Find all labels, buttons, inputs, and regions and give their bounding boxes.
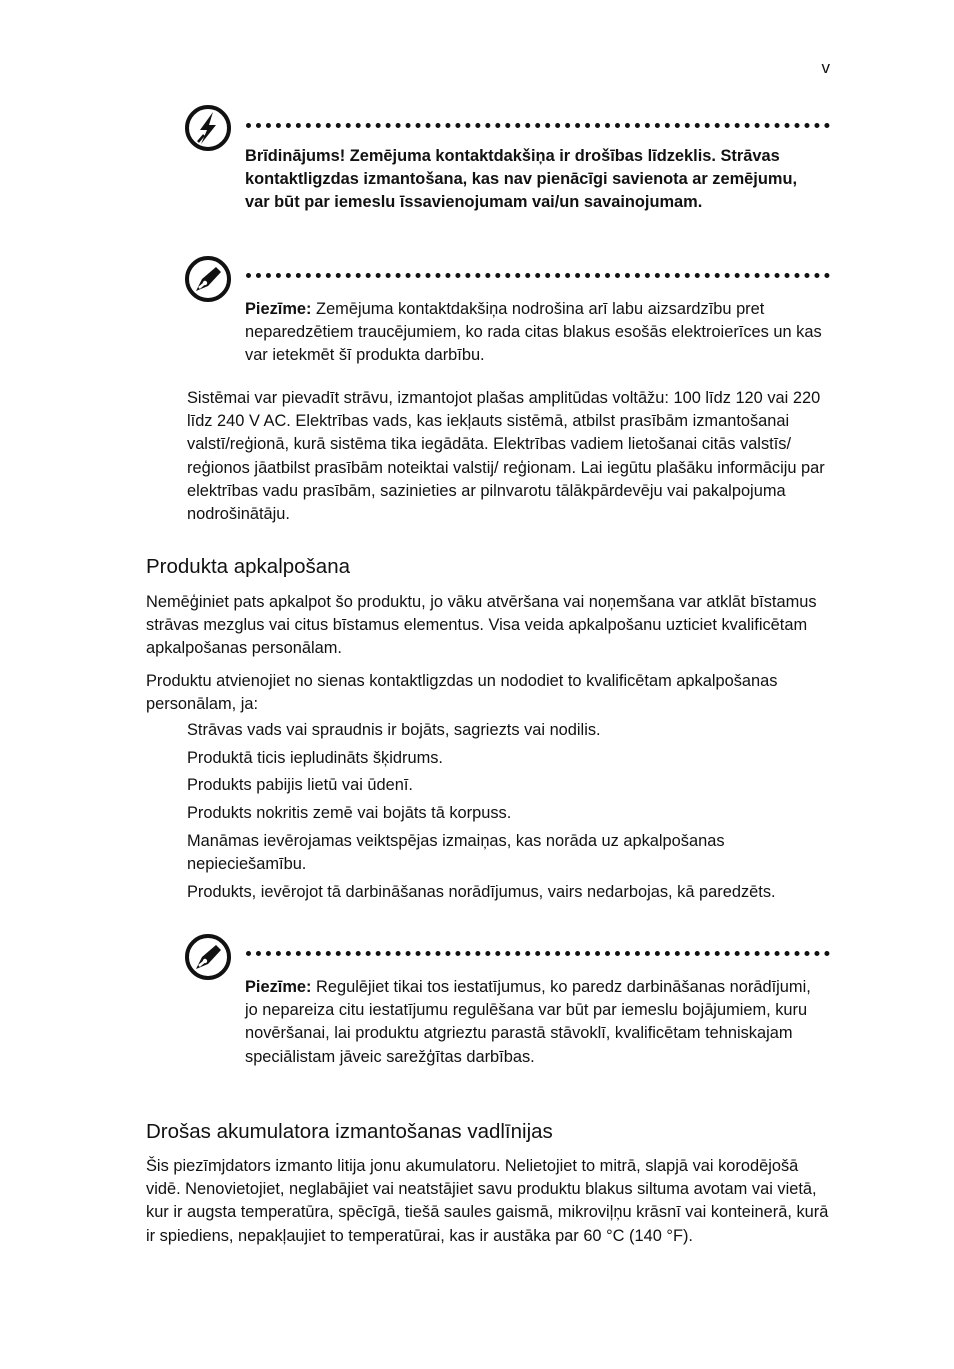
list-item: Produktā ticis iepludināts šķidrums. xyxy=(187,748,443,767)
section-heading-service: Produkta apkalpošana xyxy=(146,555,351,578)
battery-paragraph: Šis piezīmjdators izmanto litija jonu akumulatoru. Nelietojiet to mitrā, slapjā vai korodējošā vidē. Nenovietojiet, neglabājiet vai neatstājiet savu produktu blakus siltuma avotam vai vietā, kur ir augsta temperatūra, spēcīgā, tiešā saules gaismā, mikroviļņu krāsnī vai konteinerā, kurā ir spiediens, nepakļaujiet to temperatūrai, kas ir austāka par 60 °C (140 °F). xyxy=(146,1157,829,1245)
lightning-warning-icon xyxy=(184,104,232,152)
note-label: Piezīme: xyxy=(245,300,312,318)
divider-dotted xyxy=(246,123,830,128)
list-item: Produkts, ievērojot tā darbināšanas norādījumus, vairs nedarbojas, kā paredzēts. xyxy=(187,882,776,901)
warning-text: Brīdinājums! Zemējuma kontaktdakšiņa ir drošības līdzeklis. Strāvas kontaktligzdas izmantošana, kas nav pienācīgi savienota ar zemējumu, var būt par iemeslu īssavienojumam vai/un savainojumam. xyxy=(245,147,798,212)
list-item: Manāmas ievērojamas veiktspējas izmaiņas, kas norāda uz apkalpošanas nepieciešamību. xyxy=(187,831,725,874)
power-paragraph: Sistēmai var pievadīt strāvu, izmantojot plašas amplitūdas voltāžu: 100 līdz 120 vai 220 līdz 240 V AC. Elektrības vads, kas iekļauts sistēmā, atbilst prasībām izmantošanai valstī/reģionā, kurā sistēma tika iegādāta. Elektrības vadiem lietošanai citās valstīs/ reģionos jāatbilst prasībām noteiktai valstij/ reģionam. Lai iegūtu plašāku informāciju par elektrības vadu prasībām, sazinieties ar pilnvarotu tālākpārdevēju vai pakalpojuma nodrošinātāju. xyxy=(187,389,825,524)
section-heading-battery: Drošas akumulatora izmantošanas vadlīnijas xyxy=(146,1120,553,1143)
service-paragraph-1: Nemēģiniet pats apkalpot šo produktu, jo vāku atvēršana vai noņemšana var atklāt bīstamus strāvas mezglus vai citus bīstamus elementus. Visa veida apkalpošanu uzticiet kvalificētam apkalpošanas personālam. xyxy=(146,593,817,658)
note-text: Piezīme: Zemējuma kontaktdakšiņa nodrošina arī labu aizsardzību pret neparedzētiem traucējumiem, ko rada citas blakus esošās elektroierīces un kas var ietekmēt šī produkta darbību. xyxy=(245,300,822,365)
page-number: v xyxy=(821,58,830,77)
note-text: Piezīme: Regulējiet tikai tos iestatījumus, ko paredz darbināšanas norādījumi, jo nepareiza citu iestatījumu regulēšana var būt par iemeslu bojājumiem, kuru novēršanai, lai produktu atgrieztu parastā stāvoklī, kvalificētam tehniskajam speciālistam jāveic sarežģītas darbības. xyxy=(245,978,811,1066)
divider-dotted xyxy=(246,951,830,956)
list-item: Strāvas vads vai spraudnis ir bojāts, sagriezts vai nodilis. xyxy=(187,721,601,739)
note-pen-icon xyxy=(184,255,232,303)
service-paragraph-2: Produktu atvienojiet no sienas kontaktligzdas un nododiet to kvalificētam apkalpošanas personālam, ja: xyxy=(146,672,778,714)
note-pen-icon xyxy=(184,933,232,981)
note-label: Piezīme: xyxy=(245,978,312,996)
list-item: Produkts pabijis lietū vai ūdenī. xyxy=(187,776,413,795)
divider-dotted xyxy=(246,273,830,278)
service-conditions-list xyxy=(187,719,827,908)
list-item: Produkts nokritis zemē vai bojāts tā korpuss. xyxy=(187,804,512,823)
